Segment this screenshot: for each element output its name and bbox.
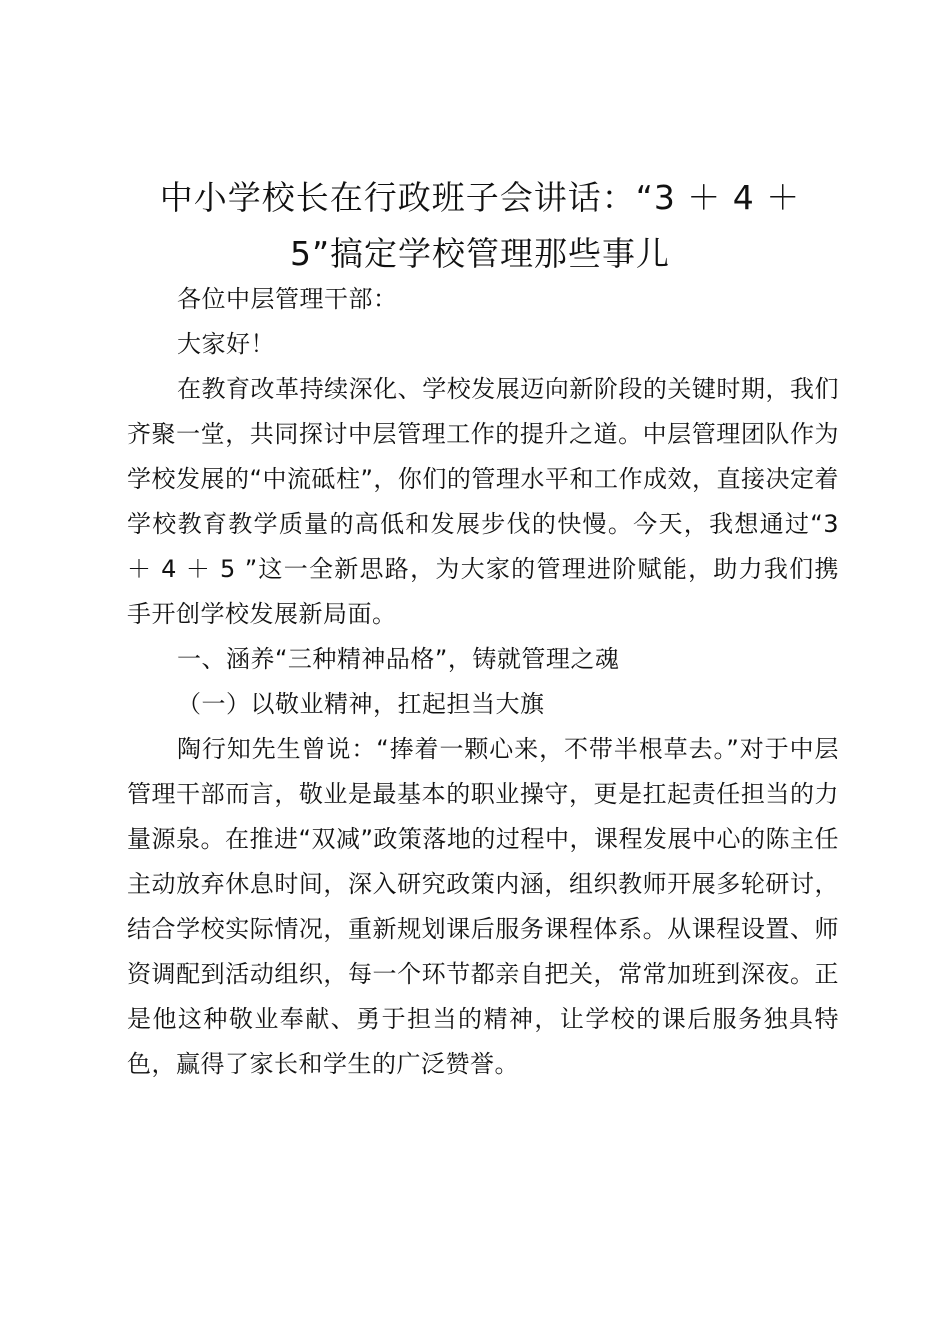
document-title [120,170,840,282]
section-heading-1: 一、涵养“三种精神品格”，铸就管理之魂 [177,645,620,673]
subsection-heading-1: （一）以敬业精神，扛起担当大旗 [177,690,545,718]
title-line-2: 5”搞定学校管理那些事儿 [289,234,671,273]
greeting: 大家好！ [177,330,275,358]
title-line-1: 中小学校长在行政班子会讲话：“3 ＋ 4 ＋ [159,178,801,217]
intro-paragraph: 在教育改革持续深化、学校发展迈向新阶段的关键时期，我们齐聚一堂，共同探讨中层管理工作的提升之道。中层管理团队作为学校发展的“中流砥柱”，你们的管理水平和工作成效，直接决定着学校教育教学质量的高低和发展步伐的快慢。今天，我想通过“3 ＋ 4 ＋ 5 ”这一全新思路，为大家的管理进阶赋能，助力我们携手开创学校发展新局面。 [127,375,839,628]
body-paragraph: 陶行知先生曾说：“捧着一颗心来，不带半根草去。”对于中层管理干部而言，敬业是最基本的职业操守，更是扛起责任担当的力量源泉。在推进“双减”政策落地的过程中，课程发展中心的陈主任主动放弃休息时间，深入研究政策内涵，组织教师开展多轮研讨，结合学校实际情况，重新规划课后服务课程体系。从课程设置、师资调配到活动组织，每一个环节都亲自把关，常常加班到深夜。正是他这种敬业奉献、勇于担当的精神，让学校的课后服务独具特色，赢得了家长和学生的广泛赞誉。 [127,735,839,1078]
document-body [127,277,839,1087]
salutation: 各位中层管理干部： [177,285,398,313]
